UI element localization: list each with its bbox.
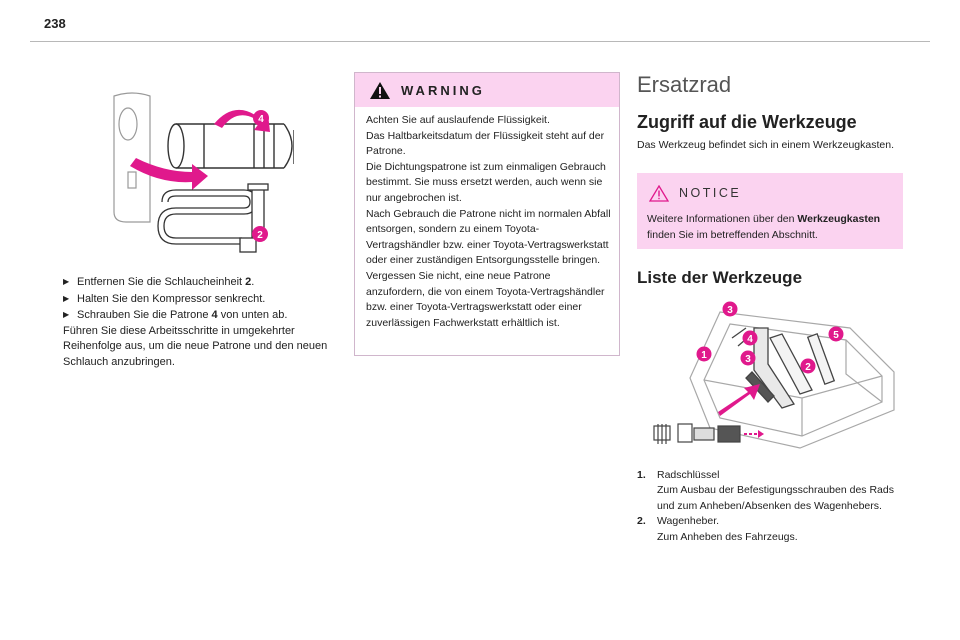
svg-text:1: 1 bbox=[701, 350, 707, 361]
svg-text:4: 4 bbox=[747, 334, 753, 345]
intro-paragraph: Das Werkzeug befindet sich in einem Werkzeugkasten. bbox=[637, 139, 894, 151]
list-item: 1. Radschlüssel Zum Ausbau der Befestigungsschrauben des Rads und zum Anheben/Absenken des Wagenhebers. bbox=[637, 468, 902, 514]
pointer-arrow-icon bbox=[718, 384, 760, 416]
notice-header bbox=[637, 173, 903, 204]
page-number: 238 bbox=[44, 16, 66, 31]
notice-triangle-icon bbox=[649, 185, 669, 202]
tool-name: Radschlüssel bbox=[657, 469, 720, 481]
svg-text:3: 3 bbox=[745, 354, 751, 365]
notice-box bbox=[637, 173, 903, 249]
step-2: ▶ Halten Sie den Kompressor senkrecht. bbox=[63, 292, 266, 305]
warning-title: WARNING bbox=[401, 82, 485, 98]
tool-description: Zum Ausbau der Befestigungsschrauben des Rads und zum Anheben/Absenken des Wagenhebers. bbox=[657, 484, 894, 512]
list-item: 2. Wagenheber. Zum Anheben des Fahrzeugs. bbox=[637, 514, 902, 545]
warning-box bbox=[354, 72, 620, 356]
warning-line: Nach Gebrauch die Patrone nicht im normalen Abfall entsorgen, sondern zu einem Toyota-Vertragshändler bzw. einer Toyota-Vertragswerkstatt oder einer zuständigen Entsorgungsstelle bringen. bbox=[366, 207, 611, 267]
step-3: ▶ Schrauben Sie die Patrone 4 von unten ab. bbox=[63, 309, 288, 321]
warning-text bbox=[355, 107, 619, 331]
compressor-cartridge-illustration bbox=[104, 84, 294, 260]
bullet-triangle-icon: ▶ bbox=[63, 277, 70, 286]
warning-header bbox=[355, 73, 619, 107]
tool-list bbox=[637, 468, 902, 545]
step-1: ▶ Entfernen Sie die Schlaucheinheit 2. bbox=[63, 276, 255, 288]
direction-arrow-icon bbox=[758, 430, 764, 438]
warning-line: Achten Sie auf auslaufende Flüssigkeit. bbox=[366, 114, 550, 126]
tool-description: Zum Anheben des Fahrzeugs. bbox=[657, 530, 798, 543]
bullet-triangle-icon: ▶ bbox=[63, 310, 70, 319]
notice-text: Weitere Informationen über den Werkzeugkasten finden Sie im betreffenden Abschnitt. bbox=[647, 213, 881, 241]
warning-triangle-icon bbox=[369, 81, 391, 100]
warning-line: Vergessen Sie nicht, eine neue Patrone anzufordern, die von einem Toyota-Vertragshändler bzw. einer Toyota-Vertragswerkstatt oder einer zuverlässigen Fachwerkstatt erhältlich ist. bbox=[366, 269, 605, 329]
svg-text:3: 3 bbox=[727, 305, 733, 316]
reverse-order-paragraph: Führen Sie diese Arbeitsschritte in umgekehrter Reihenfolge aus, um die neue Patrone und den neuen Schlauch anzubringen. bbox=[63, 324, 328, 368]
svg-text:4: 4 bbox=[258, 114, 264, 125]
tool-list-title: Liste der Werkzeuge bbox=[637, 268, 803, 287]
notice-title: NOTICE bbox=[679, 186, 742, 200]
curved-arrow-icon bbox=[130, 158, 208, 190]
svg-text:2: 2 bbox=[805, 362, 811, 373]
tool-name: Wagenheber. bbox=[657, 515, 720, 528]
tool-kit-illustration bbox=[650, 298, 900, 450]
section-title: Ersatzrad bbox=[637, 72, 732, 97]
svg-text:2: 2 bbox=[257, 230, 263, 241]
warning-line: Die Dichtungspatrone ist zum einmaligen Gebrauch bestimmt. Sie muss ersetzt werden, auch wenn sie nur angebrochen ist. bbox=[366, 160, 606, 204]
header-rule bbox=[30, 41, 930, 42]
bullet-triangle-icon: ▶ bbox=[63, 293, 70, 303]
subsection-title: Zugriff auf die Werkzeuge bbox=[637, 112, 857, 132]
svg-text:5: 5 bbox=[833, 330, 839, 341]
warning-line: Das Haltbarkeitsdatum der Flüssigkeit steht auf der Patrone. bbox=[366, 129, 605, 158]
removal-steps bbox=[63, 274, 353, 370]
